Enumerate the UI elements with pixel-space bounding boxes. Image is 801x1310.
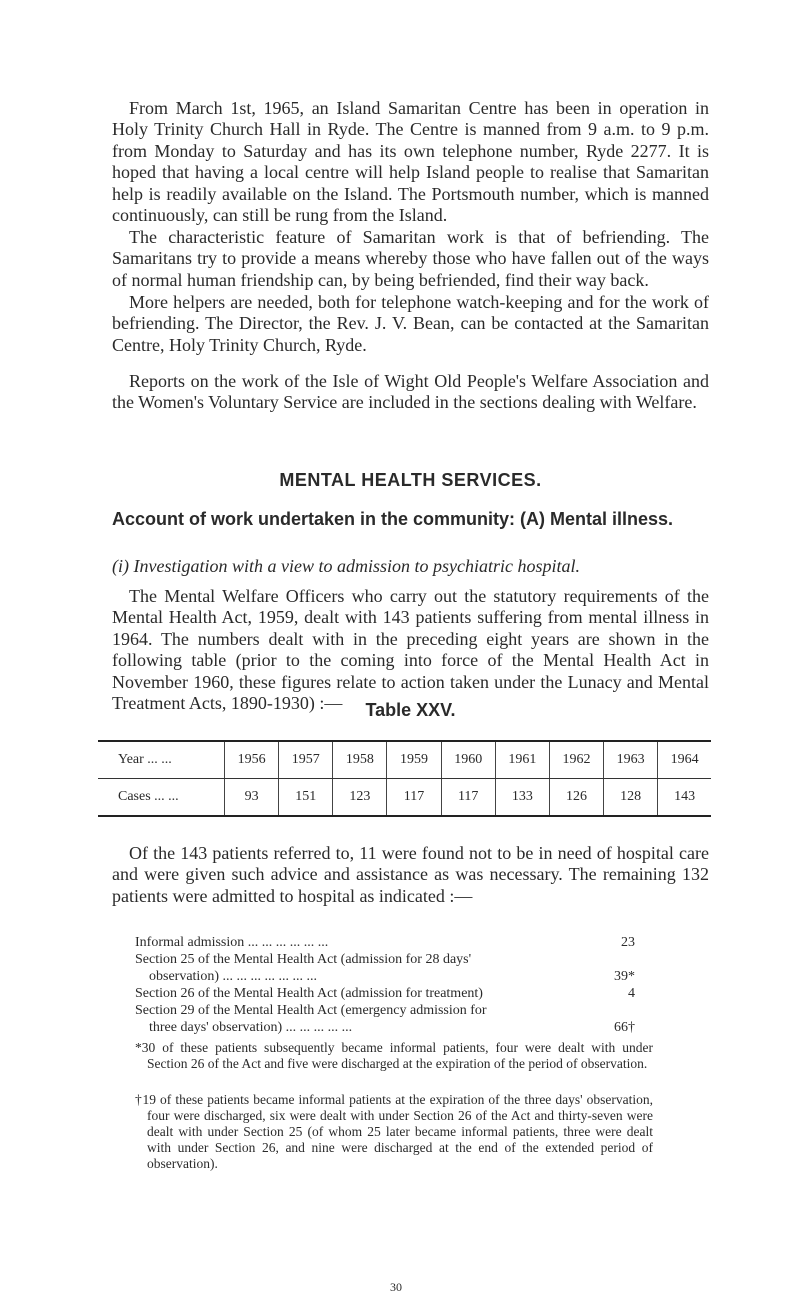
cases-label: Cases ... ... (118, 789, 179, 804)
paragraph-helpers-needed: More helpers are needed, both for telephone watch-keeping and for the work of befriending. The Director, the Rev. J. V. Bean, can be contacted at the Samaritan Centre, Holy Trinity Church, Ryde. (112, 292, 709, 355)
cases-cell: 128 (604, 779, 658, 817)
admission-count: 23 (621, 935, 635, 950)
year-cell: 1964 (658, 741, 711, 779)
year-cell: 1960 (441, 741, 495, 779)
admission-count: 66† (614, 1020, 635, 1035)
paragraph-referrals: Of the 143 patients referred to, 11 were found not to be in need of hospital care and were given such advice and assistance as was necessary. The remaining 132 patients were admitted to hospital as indicated :— (112, 843, 709, 906)
year-cell: 1963 (604, 741, 658, 779)
paragraph-befriending: The characteristic feature of Samaritan work is that of befriending. The Samaritans try to provide a means whereby those who have fallen out of the ways of normal human friendship can, by being befriended, find their way back. (112, 227, 709, 290)
section-heading: MENTAL HEALTH SERVICES. (279, 470, 542, 490)
list-item (135, 985, 635, 1002)
list-item (135, 951, 635, 968)
cases-cell: 93 (225, 779, 279, 817)
cases-cell: 117 (387, 779, 441, 817)
paragraph-mental-welfare-officers: The Mental Welfare Officers who carry out the statutory requirements of the Mental Health Act, 1959, dealt with 143 patients suffering from mental illness in 1964. The numbers dealt with in the preceding eight years are shown in the following table (prior to the coming into force of the Mental Health Act in November 1960, these figures relate to action taken under the Lunacy and Mental Treatment Acts, 1890-1930) :— (112, 586, 709, 714)
account-heading: Account of work undertaken in the community: (A) Mental illness. (112, 509, 674, 529)
cases-cell: 133 (495, 779, 549, 817)
cases-cell: 151 (279, 779, 333, 817)
cases-table (98, 740, 711, 817)
admissions-list (135, 934, 635, 1036)
year-cell: 1959 (387, 741, 441, 779)
admission-type: Section 29 of the Mental Health Act (emergency admission for (135, 1003, 487, 1018)
page-number: 30 (390, 1280, 402, 1294)
year-cell: 1962 (549, 741, 603, 779)
year-cell: 1957 (279, 741, 333, 779)
year-label: Year ... ... (98, 741, 225, 779)
admission-type-cont: three days' observation) ... ... ... ... ... (149, 1020, 353, 1035)
list-item (135, 968, 635, 985)
year-cell: 1956 (225, 741, 279, 779)
cases-cell: 143 (658, 779, 711, 817)
subheading-investigation: (i) Investigation with a view to admission to psychiatric hospital. (112, 556, 580, 576)
paragraph-welfare-reports: Reports on the work of the Isle of Wight Old People's Welfare Association and the Women's Voluntary Service are included in the sections dealing with Welfare. (112, 371, 709, 413)
admission-type-cont: observation) ... ... ... ... ... ... ... (149, 969, 317, 984)
list-item (135, 1002, 635, 1019)
cases-cell: 123 (333, 779, 387, 817)
admission-count: 39* (614, 969, 635, 984)
list-item (135, 934, 635, 951)
admission-type: Informal admission ... ... ... ... ... ... (135, 935, 329, 950)
year-cell: 1958 (333, 741, 387, 779)
table-row-year (98, 741, 711, 779)
cases-cell: 126 (549, 779, 603, 817)
admission-type: Section 25 of the Mental Health Act (admission for 28 days' (135, 952, 472, 967)
paragraph-samaritan-centre: From March 1st, 1965, an Island Samaritan Centre has been in operation in Holy Trinity Church Hall in Ryde. The Centre is manned from 9 a.m. to 9 p.m. from Monday to Saturday and has its own telephone number, Ryde 2277. It is hoped that having a local centre will help Island people to realise that Samaritan help is readily available on the Island. The Portsmouth number, which is manned continuously, can still be rung from the Island. (112, 98, 709, 226)
table-row-cases (98, 779, 711, 817)
footnote-section-29: †19 of these patients became informal patients at the expiration of the three days' observation, four were discharged, six were dealt with under Section 26 of the Act and thirty-seven were dealt with under Section 25 (of whom 25 later became informal patients, three were dealt with under Section 26, and nine were discharged at the end of the extended period of observation). (135, 1092, 653, 1171)
table-title: Table XXV. (365, 700, 456, 720)
cases-cell: 117 (441, 779, 495, 817)
footnote-section-25: *30 of these patients subsequently became informal patients, four were dealt with under Section 26 of the Act and five were discharged at the expiration of the period of observation. (135, 1040, 653, 1071)
list-item (135, 1019, 635, 1036)
year-cell: 1961 (495, 741, 549, 779)
admission-count: 4 (628, 986, 635, 1001)
admission-type: Section 26 of the Mental Health Act (admission for treatment) (135, 986, 483, 1001)
